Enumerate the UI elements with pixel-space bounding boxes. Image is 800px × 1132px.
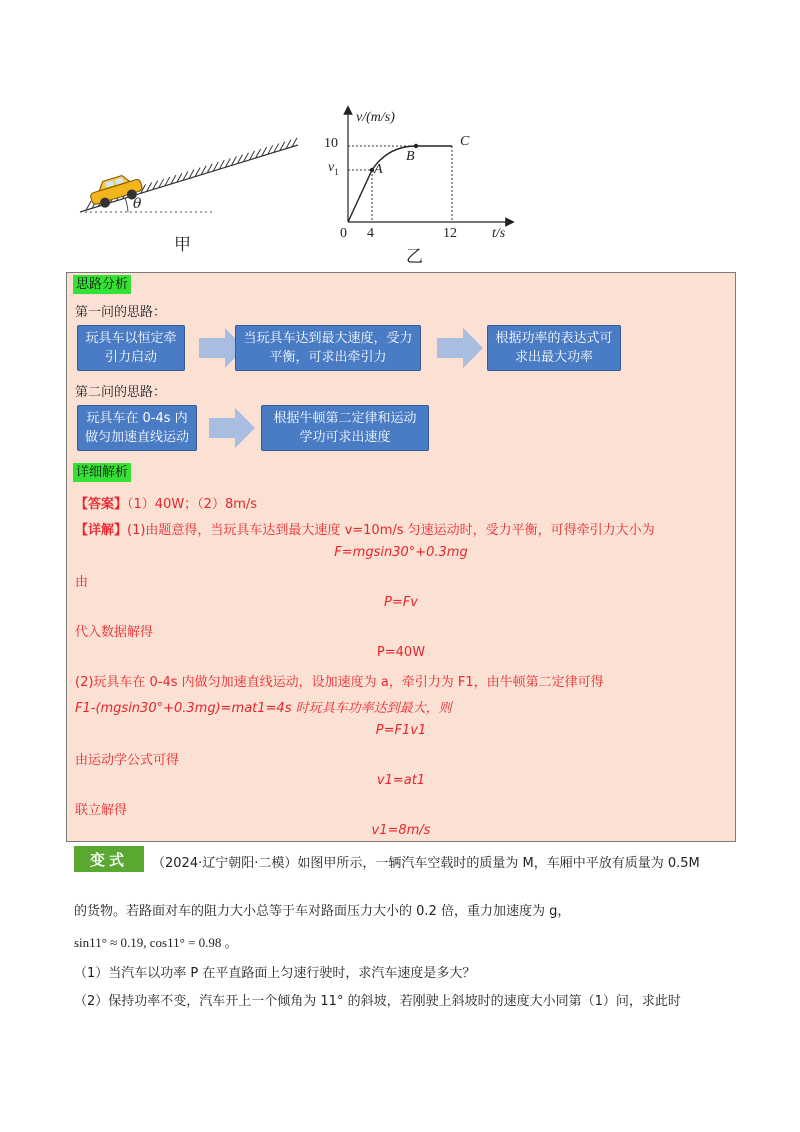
answer-text: （1）40W；（2）8m/s <box>127 497 258 512</box>
variant-line-1: （2024·辽宁朝阳·二模）如图甲所示，一辆汽车空载时的质量为 M，车厢中平放有质量为 0.5M <box>152 856 700 871</box>
q2-heading: 第二问的思路： <box>75 385 167 400</box>
x-tick-4: 4 <box>367 226 374 241</box>
q1-step-3: 根据功率的表达式可求出最大功率 <box>487 325 621 371</box>
detail-line-1 <box>75 519 655 538</box>
x-axis-label: t/s <box>492 226 506 241</box>
arrow-right-icon <box>437 328 483 368</box>
point-b-label: B <box>406 149 415 164</box>
x-tick-12: 12 <box>443 226 457 241</box>
variant-line-3: sin11° ≈ 0.19, cos11° = 0.98 。 <box>74 935 238 950</box>
variant-q2: （2）保持功率不变，汽车开上一个倾角为 11° 的斜坡，若刚驶上斜坡时的速度大小同第（1）问，求此时 <box>74 994 681 1009</box>
angle-label: θ <box>133 196 142 212</box>
incline-diagram <box>70 130 310 220</box>
equation-1: F=mgsin30°+0.3mg <box>334 545 468 560</box>
y-tick-v1 <box>328 160 339 177</box>
text-daishu: 代入数据解得 <box>75 625 154 640</box>
variant-badge <box>74 846 144 872</box>
detail-label: 【详解】 <box>75 523 128 538</box>
equation-4: P=F1v1 <box>375 723 427 738</box>
point-a-label: A <box>374 162 383 177</box>
velocity-curve <box>348 146 452 222</box>
detail-p2: (2)玩具车在 0-4s 内做匀加速直线运动，设加速度为 a，牵引力为 F1，由牛顿第二定律可得 <box>75 675 604 690</box>
caption-jia: 甲 <box>174 235 191 255</box>
detail-p1: (1)由题意得，当玩具车达到最大速度 v=10m/s 匀速运动时，受力平衡，可得牵引力大小为 <box>127 523 655 538</box>
equation-3: P=40W <box>376 645 426 660</box>
variant-badge-text: 变式 <box>89 850 128 869</box>
figure-jia <box>70 130 310 255</box>
caption-yi: 乙 <box>406 247 423 267</box>
y-axis-label: v/(m/s) <box>356 110 395 125</box>
point-b-dot <box>414 144 418 148</box>
v1-letter: v <box>328 160 335 175</box>
text-lianli: 联立解得 <box>75 803 128 818</box>
figure-yi <box>320 100 540 265</box>
arrow-right-icon <box>209 408 255 448</box>
x-tick-0: 0 <box>340 226 347 241</box>
detail-p3: F1-(mgsin30°+0.3mg)=mat1=4s 时玩具车功率达到最大，则 <box>75 701 452 716</box>
text-you: 由 <box>75 575 89 590</box>
text-yundong: 由运动学公式可得 <box>75 753 180 768</box>
vt-graph <box>320 100 540 240</box>
q2-step-1: 玩具车在 0-4s 内做匀加速直线运动 <box>77 405 197 451</box>
section-title-thinking: 思路分析 <box>73 275 131 294</box>
v1-sub: 1 <box>334 166 339 177</box>
answer-line <box>75 493 257 512</box>
variant-q1: （1）当汽车以功率 P 在平直路面上匀速行驶时，求汽车速度是多大？ <box>74 966 476 981</box>
q1-step-2: 当玩具车达到最大速度，受力平衡，可求出牵引力 <box>235 325 421 371</box>
equation-6: v1=8m/s <box>371 823 431 838</box>
analysis-panel <box>66 272 736 842</box>
equation-5: v1=at1 <box>376 773 426 788</box>
q2-step-2: 根据牛顿第二定律和运动学功可求出速度 <box>261 405 429 451</box>
q1-step-1: 玩具车以恒定牵引力启动 <box>77 325 185 371</box>
point-c-label: C <box>460 134 470 149</box>
answer-label: 【答案】 <box>75 497 128 512</box>
section-title-detail: 详细解析 <box>73 463 131 482</box>
variant-line-2: 的货物。若路面对车的阻力大小总等于车对路面压力大小的 0.2 倍，重力加速度为 g， <box>74 904 571 919</box>
y-tick-10-label: 10 <box>324 136 338 151</box>
q1-heading: 第一问的思路： <box>75 305 167 320</box>
equation-2: P=Fv <box>384 595 418 610</box>
